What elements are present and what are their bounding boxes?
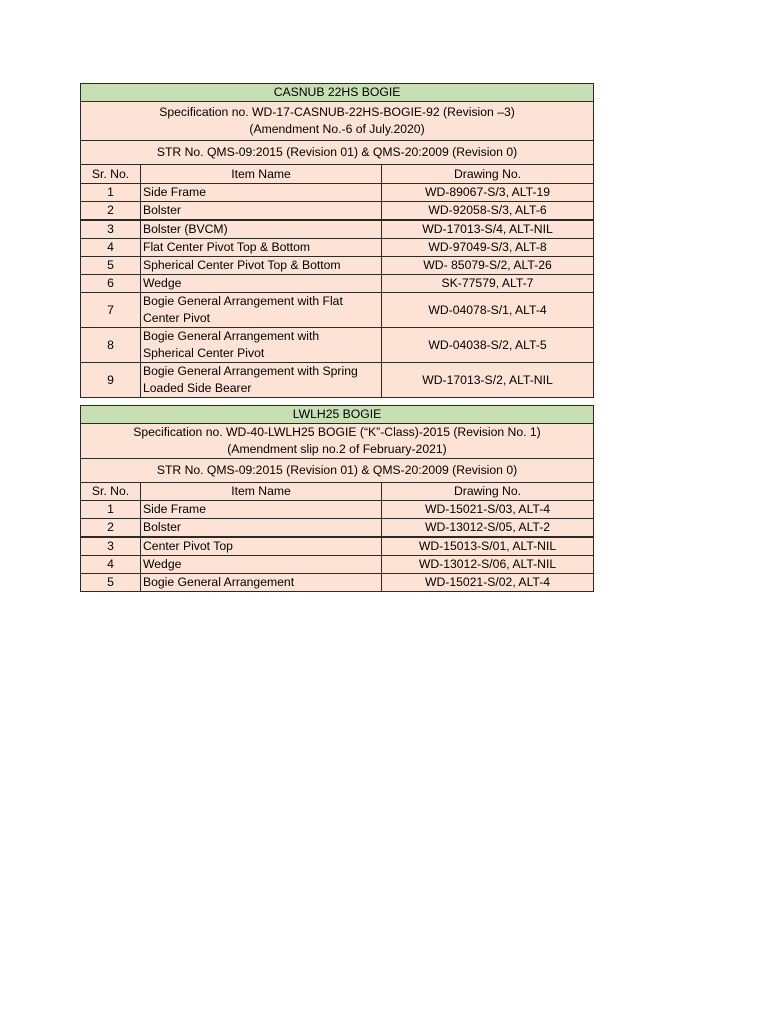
item-name-cell: Bogie General Arrangement (141, 574, 382, 592)
lwlh25-bogie-table (80, 405, 594, 592)
table-row (81, 184, 594, 202)
item-name-cell: Wedge (141, 556, 382, 574)
table-row (81, 239, 594, 257)
drawing-no-cell: WD-15021-S/02, ALT-4 (382, 574, 594, 592)
header-item-name: Item Name (141, 483, 382, 501)
item-name-cell (141, 328, 382, 363)
specification-row (81, 424, 594, 459)
sr-no-cell: 7 (81, 293, 141, 328)
drawing-no-cell: WD-92058-S/3, ALT-6 (382, 202, 594, 221)
str-row (81, 141, 594, 165)
item-name-line: Spherical Center Pivot (143, 346, 265, 360)
drawing-no-cell: WD-97049-S/3, ALT-8 (382, 239, 594, 257)
item-name-cell: Spherical Center Pivot Top & Bottom (141, 257, 382, 275)
sr-no-cell: 8 (81, 328, 141, 363)
table-row (81, 202, 594, 221)
item-name-line: Bogie General Arrangement with Flat (143, 294, 343, 308)
header-drawing-no: Drawing No. (382, 165, 594, 184)
drawing-no-cell: SK-77579, ALT-7 (382, 275, 594, 293)
str-row (81, 459, 594, 483)
drawing-no-cell: WD-15021-S/03, ALT-4 (382, 501, 594, 519)
table-row (81, 556, 594, 574)
table-row (81, 220, 594, 239)
drawing-no-cell: WD-13012-S/06, ALT-NIL (382, 556, 594, 574)
item-name-cell: Bolster (141, 202, 382, 221)
header-sr-no: Sr. No. (81, 483, 141, 501)
table-row (81, 328, 594, 363)
item-name-cell: Flat Center Pivot Top & Bottom (141, 239, 382, 257)
amendment-line: (Amendment slip no.2 of February-2021) (227, 442, 447, 456)
item-name-cell (141, 293, 382, 328)
header-drawing-no: Drawing No. (382, 483, 594, 501)
amendment-line: (Amendment No.-6 of July.2020) (249, 122, 425, 136)
sr-no-cell: 1 (81, 501, 141, 519)
specification-line: Specification no. WD-40-LWLH25 BOGIE (“K”-Class)-2015 (Revision No. 1) (133, 425, 541, 439)
item-name-line: Loaded Side Bearer (143, 381, 252, 395)
sr-no-cell: 9 (81, 363, 141, 398)
table-row (81, 501, 594, 519)
header-row (81, 165, 594, 184)
item-name-line: Bogie General Arrangement with (143, 329, 320, 343)
table-row (81, 293, 594, 328)
sr-no-cell: 3 (81, 220, 141, 239)
table-row (81, 363, 594, 398)
table-row (81, 574, 594, 592)
drawing-no-cell: WD-17013-S/4, ALT-NIL (382, 220, 594, 239)
item-name-cell: Side Frame (141, 184, 382, 202)
specification-line: Specification no. WD-17-CASNUB-22HS-BOGIE-92 (Revision –3) (159, 105, 515, 119)
specification-cell (81, 424, 594, 459)
str-cell: STR No. QMS-09:2015 (Revision 01) & QMS-20:2009 (Revision 0) (81, 459, 594, 483)
sr-no-cell: 4 (81, 556, 141, 574)
header-sr-no: Sr. No. (81, 165, 141, 184)
item-name-cell: Bolster (BVCM) (141, 220, 382, 239)
item-name-cell: Side Frame (141, 501, 382, 519)
drawing-no-cell: WD-17013-S/2, ALT-NIL (382, 363, 594, 398)
item-name-cell: Bolster (141, 519, 382, 538)
drawing-no-cell: WD-04078-S/1, ALT-4 (382, 293, 594, 328)
table-row (81, 519, 594, 538)
sr-no-cell: 5 (81, 574, 141, 592)
sr-no-cell: 2 (81, 202, 141, 221)
sr-no-cell: 4 (81, 239, 141, 257)
specification-row (81, 102, 594, 141)
table-title-row (81, 84, 594, 102)
table-title: CASNUB 22HS BOGIE (81, 84, 594, 102)
item-name-cell: Wedge (141, 275, 382, 293)
drawing-no-cell: WD-89067-S/3, ALT-19 (382, 184, 594, 202)
table-title: LWLH25 BOGIE (81, 406, 594, 424)
table-row (81, 275, 594, 293)
sr-no-cell: 5 (81, 257, 141, 275)
header-row (81, 483, 594, 501)
table-row (81, 257, 594, 275)
specification-cell (81, 102, 594, 141)
header-item-name: Item Name (141, 165, 382, 184)
item-name-cell: Center Pivot Top (141, 537, 382, 556)
drawing-no-cell: WD-04038-S/2, ALT-5 (382, 328, 594, 363)
drawing-no-cell: WD- 85079-S/2, ALT-26 (382, 257, 594, 275)
sr-no-cell: 2 (81, 519, 141, 538)
sr-no-cell: 1 (81, 184, 141, 202)
sr-no-cell: 6 (81, 275, 141, 293)
str-cell: STR No. QMS-09:2015 (Revision 01) & QMS-20:2009 (Revision 0) (81, 141, 594, 165)
drawing-no-cell: WD-15013-S/01, ALT-NIL (382, 537, 594, 556)
item-name-line: Bogie General Arrangement with Spring (143, 364, 358, 378)
table-row (81, 537, 594, 556)
item-name-cell (141, 363, 382, 398)
casnub-bogie-table (80, 83, 594, 398)
sr-no-cell: 3 (81, 537, 141, 556)
table-title-row (81, 406, 594, 424)
item-name-line: Center Pivot (143, 311, 211, 325)
drawing-no-cell: WD-13012-S/05, ALT-2 (382, 519, 594, 538)
